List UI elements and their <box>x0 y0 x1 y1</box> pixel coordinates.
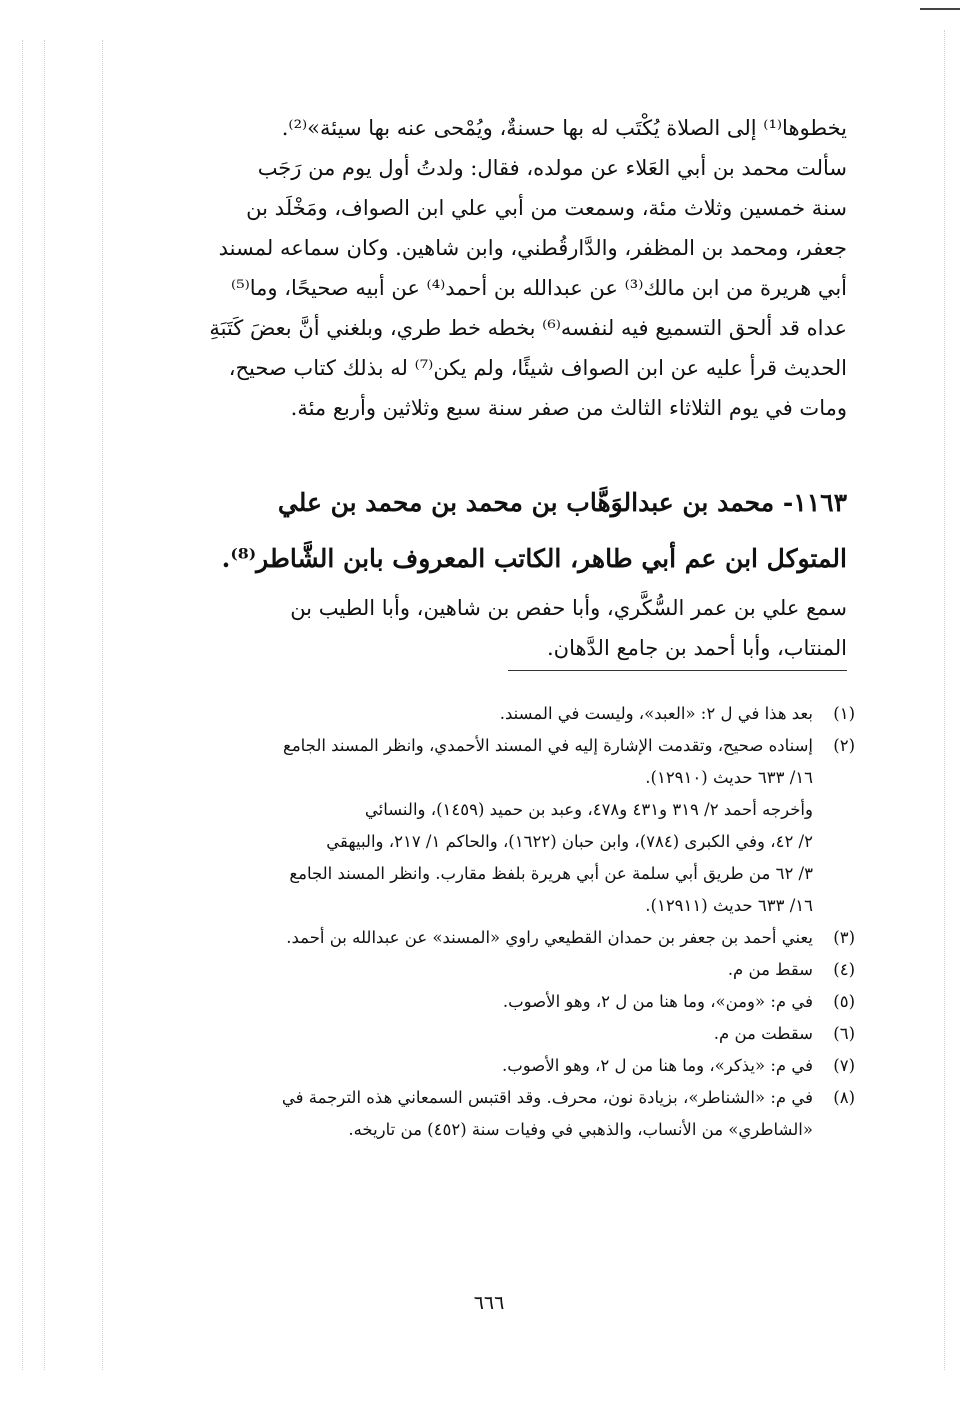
text-line: الحديث قرأ عليه عن ابن الصواف شيئًا، ولم يكن⁽⁷⁾ له بذلك كتاب صحيح، <box>228 356 847 380</box>
footnote-number: (٥) <box>833 992 855 1011</box>
footnote-body <box>135 1050 813 1082</box>
footnote-number: (٤) <box>833 960 855 979</box>
footnote <box>135 1018 855 1050</box>
footnote <box>135 922 855 954</box>
footnote <box>135 698 855 730</box>
footnote-line: ٣/ ٦٢ من طريق أبي سلمة عن أبي هريرة بلفظ مقارب. وانظر المسند الجامع <box>289 864 813 883</box>
scan-artifact-line <box>22 40 23 1370</box>
footnote-line: بعد هذا في ل ٢: «العبد»، وليست في المسند. <box>499 704 813 723</box>
text-line: يخطوها⁽¹⁾ إلى الصلاة يُكْتَب له بها حسنةٌ، ويُمْحى عنه بها سيئة»⁽²⁾. <box>281 116 847 140</box>
text-line: ومات في يوم الثلاثاء الثالث من صفر سنة سبع وثلاثين وأربع مئة. <box>290 396 847 420</box>
footnote <box>135 1082 855 1146</box>
scan-artifact-line <box>944 30 945 1370</box>
text-line: سألت محمد بن أبي العَلاء عن مولده، فقال: ولدتُ أول يوم من رَجَب <box>257 156 847 180</box>
footnote-line: في م: «ومن»، وما هنا من ل ٢، وهو الأصوب. <box>502 992 813 1011</box>
text-line: سمع علي بن عمر السُّكَّري، وأبا حفص بن شاهين، وأبا الطيب بن <box>290 596 847 620</box>
footnote-body <box>135 1082 813 1146</box>
main-text <box>135 108 847 428</box>
scan-artifact-line <box>44 40 45 1370</box>
footnote-line: ٢/ ٤٢، وفي الكبرى (٧٨٤)، وابن حبان (١٦٢٢)، والحاكم ١/ ٢١٧، والبيهقي <box>326 832 813 851</box>
footnote-line: سقطت من م. <box>713 1024 813 1043</box>
text-line: المنتاب، وأبا أحمد بن جامع الدَّهان. <box>546 636 847 660</box>
footnote-line: ١٦/ ٦٣٣ حديث (١٢٩١١). <box>645 896 813 915</box>
footnote-line: ١٦/ ٦٣٣ حديث (١٢٩١٠). <box>645 768 813 787</box>
entry-text <box>135 588 847 668</box>
footnote-number: (٦) <box>833 1024 855 1043</box>
footnote <box>135 986 855 1018</box>
footnote-line: «الشاطري» من الأنساب، والذهبي في وفيات سنة (٤٥٢) من تاريخه. <box>348 1120 813 1139</box>
footnote-body <box>135 730 813 922</box>
footnote-number: (١) <box>833 704 855 723</box>
footnote-line: سقط من م. <box>727 960 813 979</box>
text-line: جعفر، ومحمد بن المظفر، والدَّارقُطني، وابن شاهين. وكان سماعه لمسند <box>218 236 847 260</box>
footnote-line: إسناده صحيح، وتقدمت الإشارة إليه في المسند الأحمدي، وانظر المسند الجامع <box>283 736 813 755</box>
footnote <box>135 1050 855 1082</box>
text-line: سنة خمسين وثلاث مئة، وسمعت من أبي علي ابن الصواف، ومَخْلَد بن <box>246 196 847 220</box>
entry-heading <box>135 475 847 587</box>
footnote-line: يعني أحمد بن جعفر بن حمدان القطيعي راوي «المسند» عن عبدالله بن أحمد. <box>286 928 813 947</box>
footnote <box>135 730 855 922</box>
footnote-number: (٧) <box>833 1056 855 1075</box>
footnote-line: وأخرجه أحمد ٢/ ٣١٩ و٤٣١ و٤٧٨، وعبد بن حميد (١٤٥٩)، والنسائي <box>364 800 813 819</box>
footnote-line: في م: «الشناطر»، بزيادة نون، محرف. وقد اقتبس السمعاني هذه الترجمة في <box>281 1088 813 1107</box>
heading-line: ١١٦٣- محمد بن عبدالوَهَّاب بن محمد بن محمد بن علي <box>277 488 847 517</box>
footnote-number: (٢) <box>833 736 855 755</box>
footnote <box>135 954 855 986</box>
footnote-number: (٣) <box>833 928 855 947</box>
footnote-line: في م: «يذكر»، وما هنا من ل ٢، وهو الأصوب. <box>502 1056 813 1075</box>
top-edge-mark <box>920 8 960 10</box>
footnote-body <box>135 954 813 986</box>
text-line: عداه قد ألحق التسميع فيه لنفسه⁽⁶⁾ بخطه خط طري، وبلغني أنَّ بعضَ كَتَبَةِ <box>209 316 847 340</box>
footnote-body <box>135 1018 813 1050</box>
footnote-body <box>135 698 813 730</box>
page-number: ٦٦٦ <box>473 1292 505 1314</box>
footnotes <box>135 698 855 1146</box>
scan-artifact-line <box>102 40 103 1370</box>
footnote-body <box>135 986 813 1018</box>
heading-line: المتوكل ابن عم أبي طاهر، الكاتب المعروف بابن الشَّاطر⁽⁸⁾. <box>221 544 847 573</box>
footnote-body <box>135 922 813 954</box>
footnote-number: (٨) <box>833 1088 855 1107</box>
footnote-separator <box>508 670 847 671</box>
text-line: أبي هريرة من ابن مالك⁽³⁾ عن عبدالله بن أحمد⁽⁴⁾ عن أبيه صحيحًا، وما⁽⁵⁾ <box>231 276 847 300</box>
